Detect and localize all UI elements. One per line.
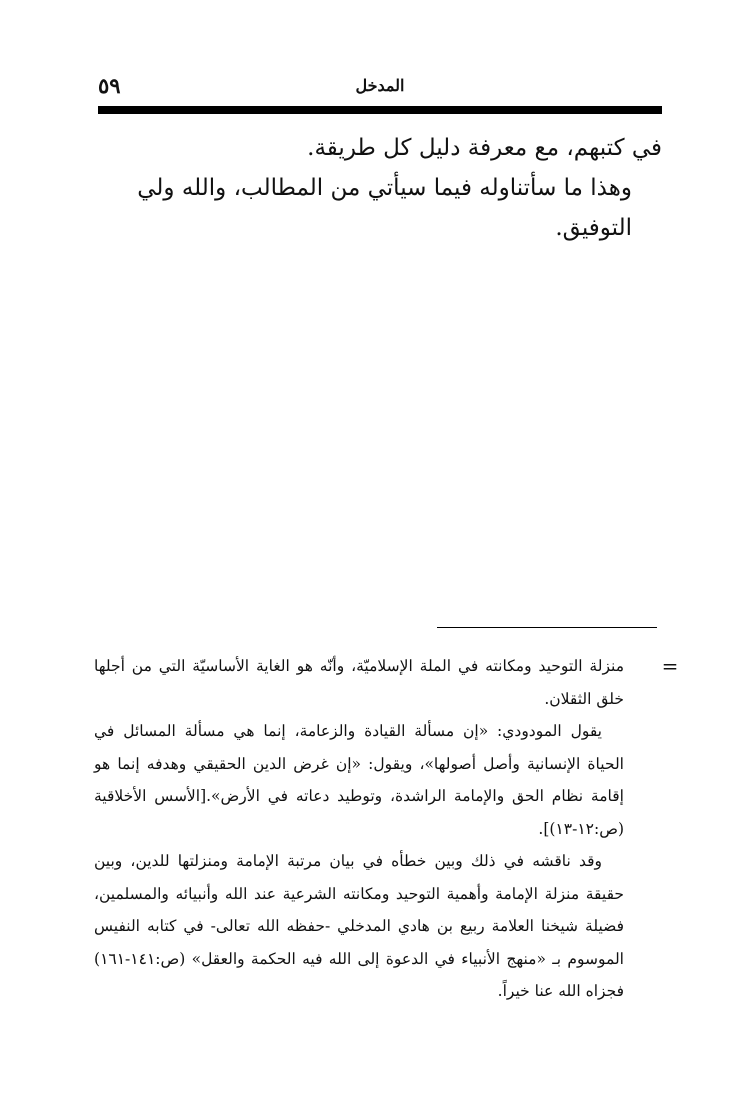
running-title: المدخل — [355, 76, 405, 95]
footnote-block — [94, 650, 624, 1008]
footnote-paragraph-2: يقول المودودي: «إن مسألة القيادة والزعامة، إنما هي مسألة المسائل في الحياة الإنسانية وأصل أصولها»، ويقول: «إن غرض الدين الحقيقي وهدفه إنما هو إقامة نظام الحق والإمامة الراشدة، وتوطيد دعاته في الأرض».[الأسس الأخلاقية (ص:١٢-١٣)]. — [94, 722, 624, 838]
footnote-paragraph-1: منزلة التوحيد ومكانته في الملة الإسلاميّة، وأنّه هو الغاية الأساسيّة التي من أجلها خلق الثقلان. — [94, 657, 624, 708]
page-header — [98, 70, 662, 102]
header-rule — [98, 106, 662, 114]
main-text — [98, 128, 662, 248]
main-paragraph-2: وهذا ما سأتناوله فيما سيأتي من المطالب، والله ولي التوفيق. — [137, 175, 632, 241]
main-paragraph-1: في كتبهم، مع معرفة دليل كل طريقة. — [307, 135, 662, 161]
footnote-paragraph-3: وقد ناقشه في ذلك وبين خطأه في بيان مرتبة الإمامة ومنزلتها للدين، وبين حقيقة منزلة الإمامة وأهمية التوحيد ومكانته الشرعية عند الله وأنبيائه والمسلمين، فضيلة شيخنا العلامة ربيع بن هادي المدخلي -حفظه الله تعالى- في كتابه النفيس الموسوم بـ «منهج الأنبياء في الدعوة إلى الله فيه الحكمة والعقل» (ص:١٤١-١٦١) فجزاه الله عنا خيراً. — [94, 852, 624, 1000]
footnote-rule — [437, 627, 657, 628]
page-number: ٥٩ — [98, 73, 121, 98]
footnote-continuation-mark: = — [661, 654, 679, 678]
